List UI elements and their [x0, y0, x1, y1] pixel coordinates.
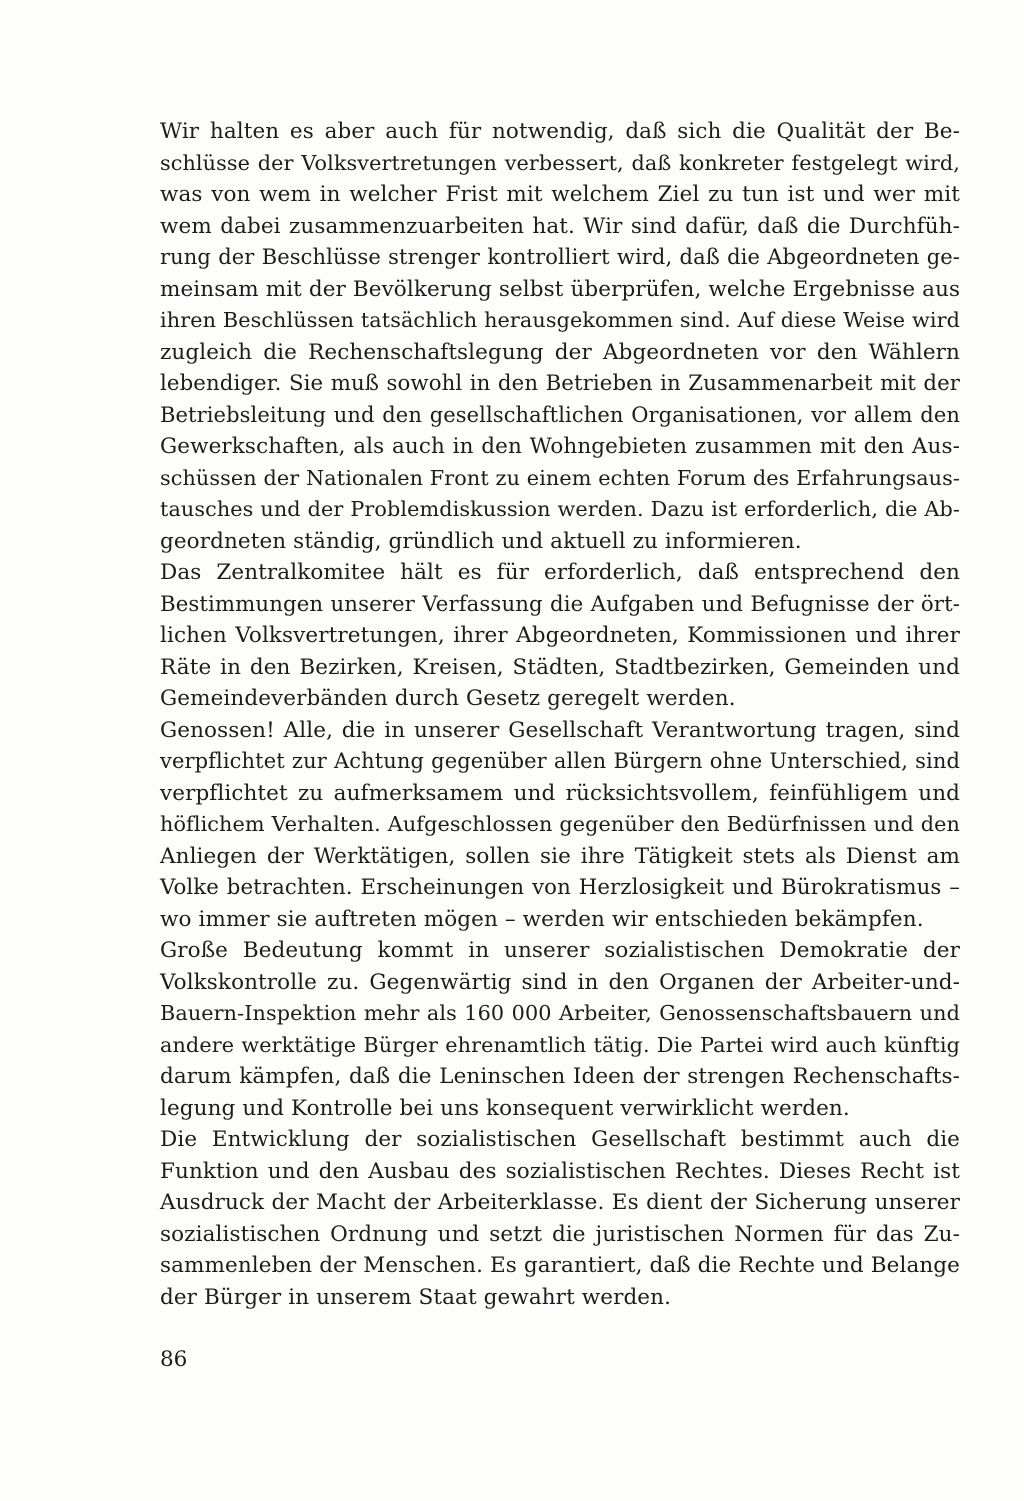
text-line: verpflichtet zu aufmerksamem und rücksichtsvollem, feinfühligem und: [160, 780, 960, 806]
text-line: Betriebsleitung und den gesellschaftlichen Organisationen, vor allem den: [160, 402, 960, 427]
text-line: höflichem Verhalten. Aufgeschlossen gegenüber den Bedürfnissen und den: [160, 812, 960, 836]
text-line: wem dabei zusammenzuarbeiten hat. Wir sind dafür, daß die Durchfüh-: [160, 213, 960, 239]
text-line: schüssen der Nationalen Front zu einem echten Forum des Erfahrungsaus-: [160, 465, 960, 490]
text-line: sammenleben der Menschen. Es garantiert, daß die Rechte und Belange: [160, 1253, 960, 1278]
text-line: Gemeindeverbänden durch Gesetz geregelt werden.: [160, 686, 736, 711]
text-line: Volkskontrolle zu. Gegenwärtig sind in den Organen der Arbeiter-und-: [160, 969, 960, 995]
text-line: Die Entwicklung der sozialistischen Gesellschaft bestimmt auch die: [160, 1127, 960, 1152]
text-line: wo immer sie auftreten mögen – werden wir entschieden bekämpfen.: [160, 906, 924, 932]
page-number: 86: [160, 1347, 188, 1372]
text-line: ihren Beschlüssen tatsächlich herausgekommen sind. Auf diese Weise wird: [160, 308, 960, 332]
body-text: [160, 116, 960, 1313]
text-line: sozialistischen Ordnung und setzt die juristischen Normen für das Zu-: [160, 1221, 960, 1247]
text-line: Anliegen der Werktätigen, sollen sie ihre Tätigkeit stets als Dienst am: [160, 843, 960, 869]
text-line: Gewerkschaften, als auch in den Wohngebieten zusammen mit den Aus-: [160, 434, 960, 459]
text-line: verpflichtet zur Achtung gegenüber allen Bürgern ohne Unterschied, sind: [160, 749, 960, 773]
text-line: Das Zentralkomitee hält es für erforderlich, daß entsprechend den: [160, 560, 960, 585]
text-line: tausches und der Problemdiskussion werden. Dazu ist erforderlich, die Ab-: [160, 497, 960, 521]
text-line: lichen Volksvertretungen, ihrer Abgeordneten, Kommissionen und ihrer: [160, 623, 960, 648]
text-line: schlüsse der Volksvertretungen verbessert, daß konkreter festgelegt wird,: [160, 150, 960, 175]
text-line: Wir halten es aber auch für notwendig, daß sich die Qualität der Be-: [160, 119, 960, 144]
text-line: andere werktätige Bürger ehrenamtlich tätig. Die Partei wird auch künftig: [160, 1032, 960, 1057]
text-line: Funktion und den Ausbau des sozialistischen Rechtes. Dieses Recht ist: [160, 1158, 960, 1184]
text-line: Genossen! Alle, die in unserer Gesellschaft Verantwortung tragen, sind: [160, 717, 960, 743]
text-line: legung und Kontrolle bei uns konsequent verwirklicht werden.: [160, 1095, 850, 1121]
text-line: der Bürger in unserem Staat gewahrt werden.: [160, 1284, 672, 1310]
text-line: rung der Beschlüsse strenger kontrolliert wird, daß die Abgeordneten ge-: [160, 245, 960, 269]
text-line: Große Bedeutung kommt in unserer sozialistischen Demokratie der: [160, 938, 960, 963]
text-line: Räte in den Bezirken, Kreisen, Städten, Stadtbezirken, Gemeinden und: [160, 654, 960, 680]
text-line: geordneten ständig, gründlich und aktuell zu informieren.: [160, 528, 802, 554]
text-line: was von wem in welcher Frist mit welchem Ziel zu tun ist und wer mit: [160, 182, 960, 207]
text-line: Ausdruck der Macht der Arbeiterklasse. Es dient der Sicherung unserer: [160, 1190, 960, 1215]
text-line: Bestimmungen unserer Verfassung die Aufgaben und Befugnisse der ört-: [160, 591, 960, 617]
text-line: Bauern-Inspektion mehr als 160 000 Arbeiter, Genossenschaftsbauern und: [160, 1001, 960, 1025]
text-line: zugleich die Rechenschaftslegung der Abgeordneten vor den Wählern: [160, 339, 960, 365]
text-line: darum kämpfen, daß die Leninschen Ideen der strengen Rechenschafts-: [160, 1064, 960, 1089]
text-line: lebendiger. Sie muß sowohl in den Betrieben in Zusammenarbeit mit der: [160, 371, 960, 396]
text-line: Volke betrachten. Erscheinungen von Herzlosigkeit und Bürokratismus –: [160, 875, 960, 900]
text-line: meinsam mit der Bevölkerung selbst überprüfen, welche Ergebnisse aus: [160, 276, 961, 302]
